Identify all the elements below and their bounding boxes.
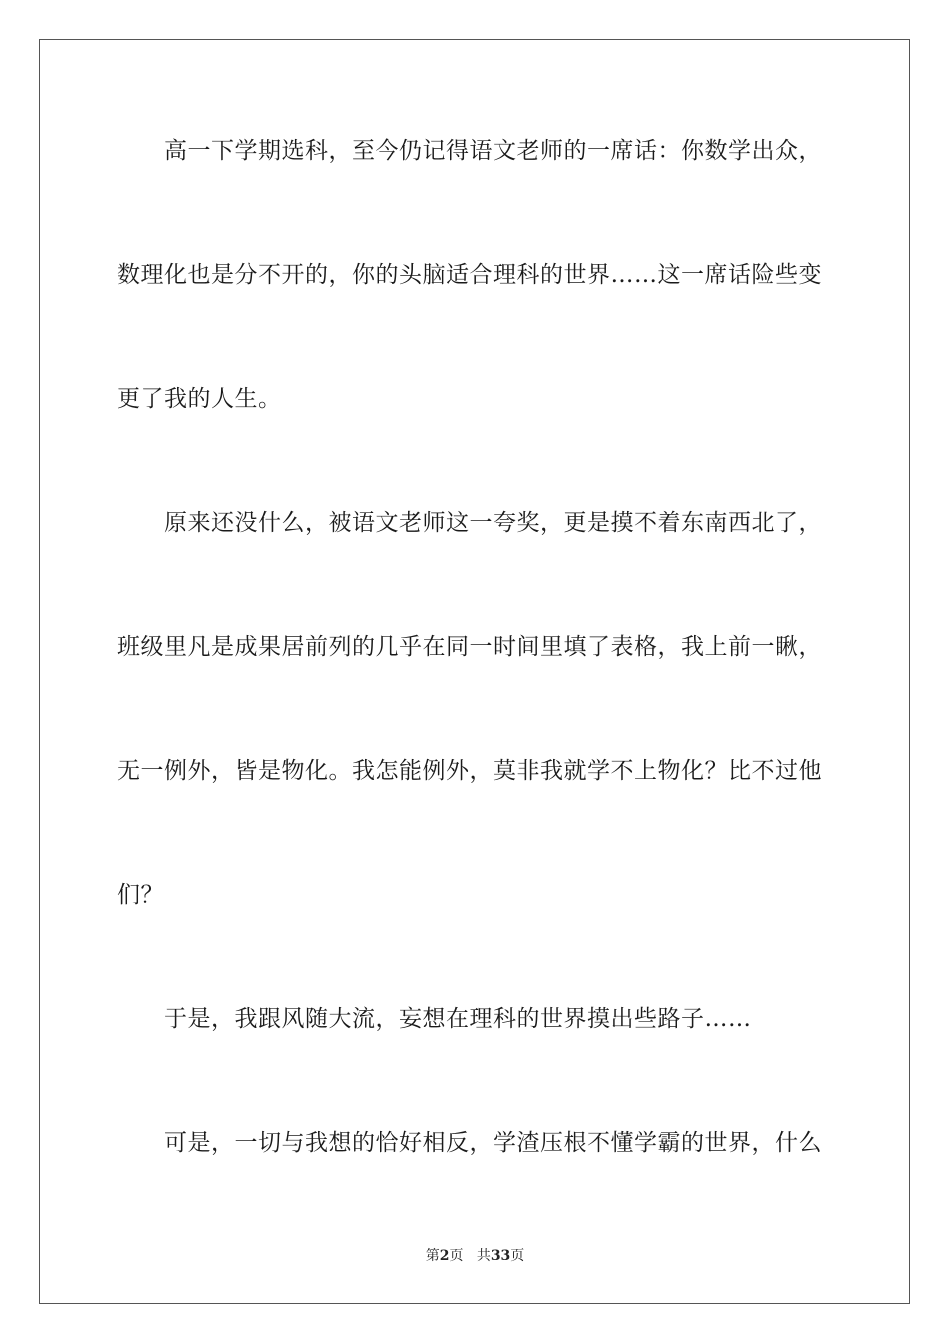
paragraph-1-line-3: 更了我的人生。 — [117, 386, 282, 412]
total-pages: 33 — [490, 1248, 511, 1264]
paragraph-2-line-1: 原来还没什么，被语文老师这一夸奖，更是摸不着东南西北了， — [164, 510, 822, 536]
page-prefix: 第 — [425, 1248, 440, 1264]
paragraph-3-line-1: 于是，我跟风随大流，妄想在理科的世界摸出些路子…… — [164, 1006, 752, 1032]
paragraph-1-line-1: 高一下学期选科，至今仍记得语文老师的一席话：你数学出众， — [164, 138, 822, 164]
paragraph-1-line-2: 数理化也是分不开的，你的头脑适合理科的世界……这一席话险些变 — [117, 262, 822, 288]
total-prefix: 共 — [476, 1248, 491, 1264]
total-suffix: 页 — [510, 1248, 525, 1264]
page-footer — [0, 1247, 950, 1265]
page-border — [39, 39, 910, 1304]
paragraph-2-line-4: 们？ — [117, 882, 164, 908]
paragraph-2-line-2: 班级里凡是成果居前列的几乎在同一时间里填了表格，我上前一瞅， — [117, 634, 822, 660]
page-suffix: 页 — [449, 1248, 464, 1264]
page-number: 2 — [439, 1248, 450, 1264]
paragraph-4-line-1: 可是，一切与我想的恰好相反，学渣压根不懂学霸的世界，什么 — [164, 1130, 822, 1156]
paragraph-2-line-3: 无一例外，皆是物化。我怎能例外，莫非我就学不上物化？比不过他 — [117, 758, 822, 784]
